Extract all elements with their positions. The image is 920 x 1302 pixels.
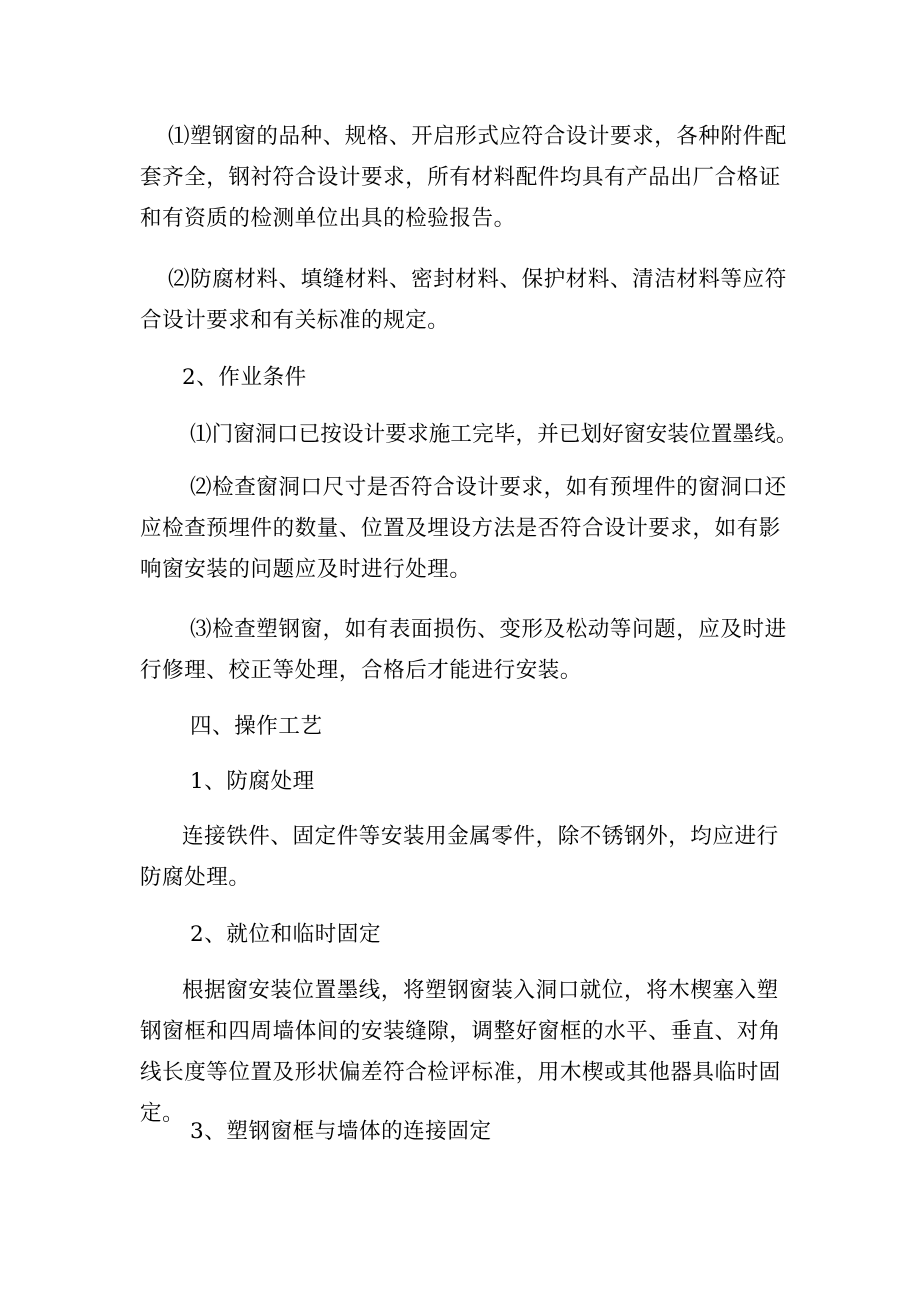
paragraph-anticorrosion-detail: 连接铁件、固定件等安装用金属零件，除不锈钢外，均应进行防腐处理。 [140, 824, 779, 890]
paragraph-openings-complete: ⑴门窗洞口已按设计要求施工完毕，并已划好窗安装位置墨线。 [190, 422, 798, 447]
paragraph-material-spec: ⑴塑钢窗的品种、规格、开启形式应符合设计要求，各种附件配套齐全，钢衬符合设计要求，所有材料配件均具有产品出厂合格证和有资质的检测单位出具的检验报告。 [140, 124, 787, 231]
heading-working-conditions: 2、作业条件 [182, 365, 307, 390]
paragraph-check-windows: ⑶检查塑钢窗，如有表面损伤、变形及松动等问题，应及时进行修理、校正等处理，合格后才能进行安装。 [140, 617, 787, 683]
heading-positioning-temporary-fix: 2、就位和临时固定 [190, 922, 382, 947]
heading-frame-wall-connection: 3、塑钢窗框与墙体的连接固定 [190, 1119, 492, 1144]
paragraph-check-opening-size: ⑵检查窗洞口尺寸是否符合设计要求，如有预埋件的窗洞口还应检查预埋件的数量、位置及埋设方法是否符合设计要求，如有影响窗安装的问题应及时进行处理。 [140, 475, 787, 582]
heading-anticorrosion: 1、防腐处理 [190, 769, 315, 794]
paragraph-positioning-detail: 根据窗安装位置墨线，将塑钢窗装入洞口就位，将木楔塞入塑钢窗框和四周墙体间的安装缝隙，调整好窗框的水平、垂直、对角线长度等位置及形状偏差符合检评标准，用木楔或其他器具临时固定。 [140, 978, 781, 1126]
paragraph-auxiliary-materials: ⑵防腐材料、填缝材料、密封材料、保护材料、清洁材料等应符合设计要求和有关标准的规定。 [140, 267, 787, 333]
heading-operation-process: 四、操作工艺 [190, 714, 323, 739]
